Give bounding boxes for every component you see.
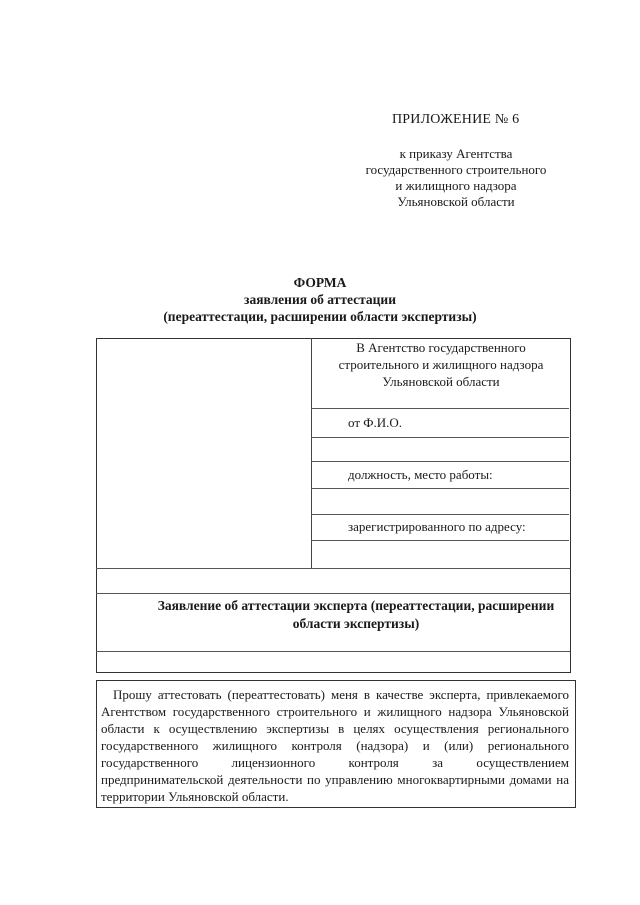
table-row-divider — [96, 568, 570, 569]
order-line: государственного строительного — [365, 162, 547, 177]
table-column-divider — [311, 338, 312, 568]
form-title — [0, 274, 640, 325]
order-line: и жилищного надзора — [395, 178, 517, 193]
statement-title-line: области экспертизы) — [292, 616, 420, 631]
address-label: зарегистрированного по адресу: — [348, 519, 526, 534]
position-label: должность, место работы: — [348, 467, 493, 482]
table-row-divider — [96, 651, 570, 652]
table-row-divider — [311, 514, 569, 515]
statement-title — [140, 597, 572, 633]
table-row-divider — [311, 408, 569, 409]
table-row-divider — [311, 540, 569, 541]
table-row-divider — [311, 461, 569, 462]
recipient-line: строительного и жилищного надзора — [338, 357, 544, 372]
table-row-divider — [311, 488, 569, 489]
statement-body: Прошу аттестовать (переаттестовать) меня в качестве эксперта, привлекаемого Агентством государственного строительного и жилищного надзора Ульяновской области к осуществлению экспертизы в целях осуществления регионального государственного жилищного контроля (надзора) и (или) регионального государственного лицензионного контроля за осуществлением предпринимательской деятельности по управлению многоквартирными домами на территории Ульяновской области. — [101, 687, 569, 804]
order-line: к приказу Агентства — [399, 146, 513, 161]
form-title-line: (переаттестации, расширении области экспертизы) — [163, 309, 477, 324]
form-title-line: заявления об аттестации — [244, 292, 396, 307]
table-row-divider — [311, 437, 569, 438]
recipient-line: В Агентство государственного — [356, 340, 526, 355]
statement-title-line: Заявление об аттестации эксперта (переаттестации, расширении — [157, 598, 555, 613]
order-reference — [340, 146, 572, 210]
order-line: Ульяновской области — [397, 194, 515, 209]
table-row-divider — [96, 593, 570, 594]
from-name-label: от Ф.И.О. — [348, 415, 403, 430]
recipient-line: Ульяновской области — [382, 374, 500, 389]
annex-number: ПРИЛОЖЕНИЕ № 6 — [392, 112, 520, 127]
recipient-address — [322, 339, 560, 390]
form-title-line: ФОРМА — [293, 275, 347, 290]
